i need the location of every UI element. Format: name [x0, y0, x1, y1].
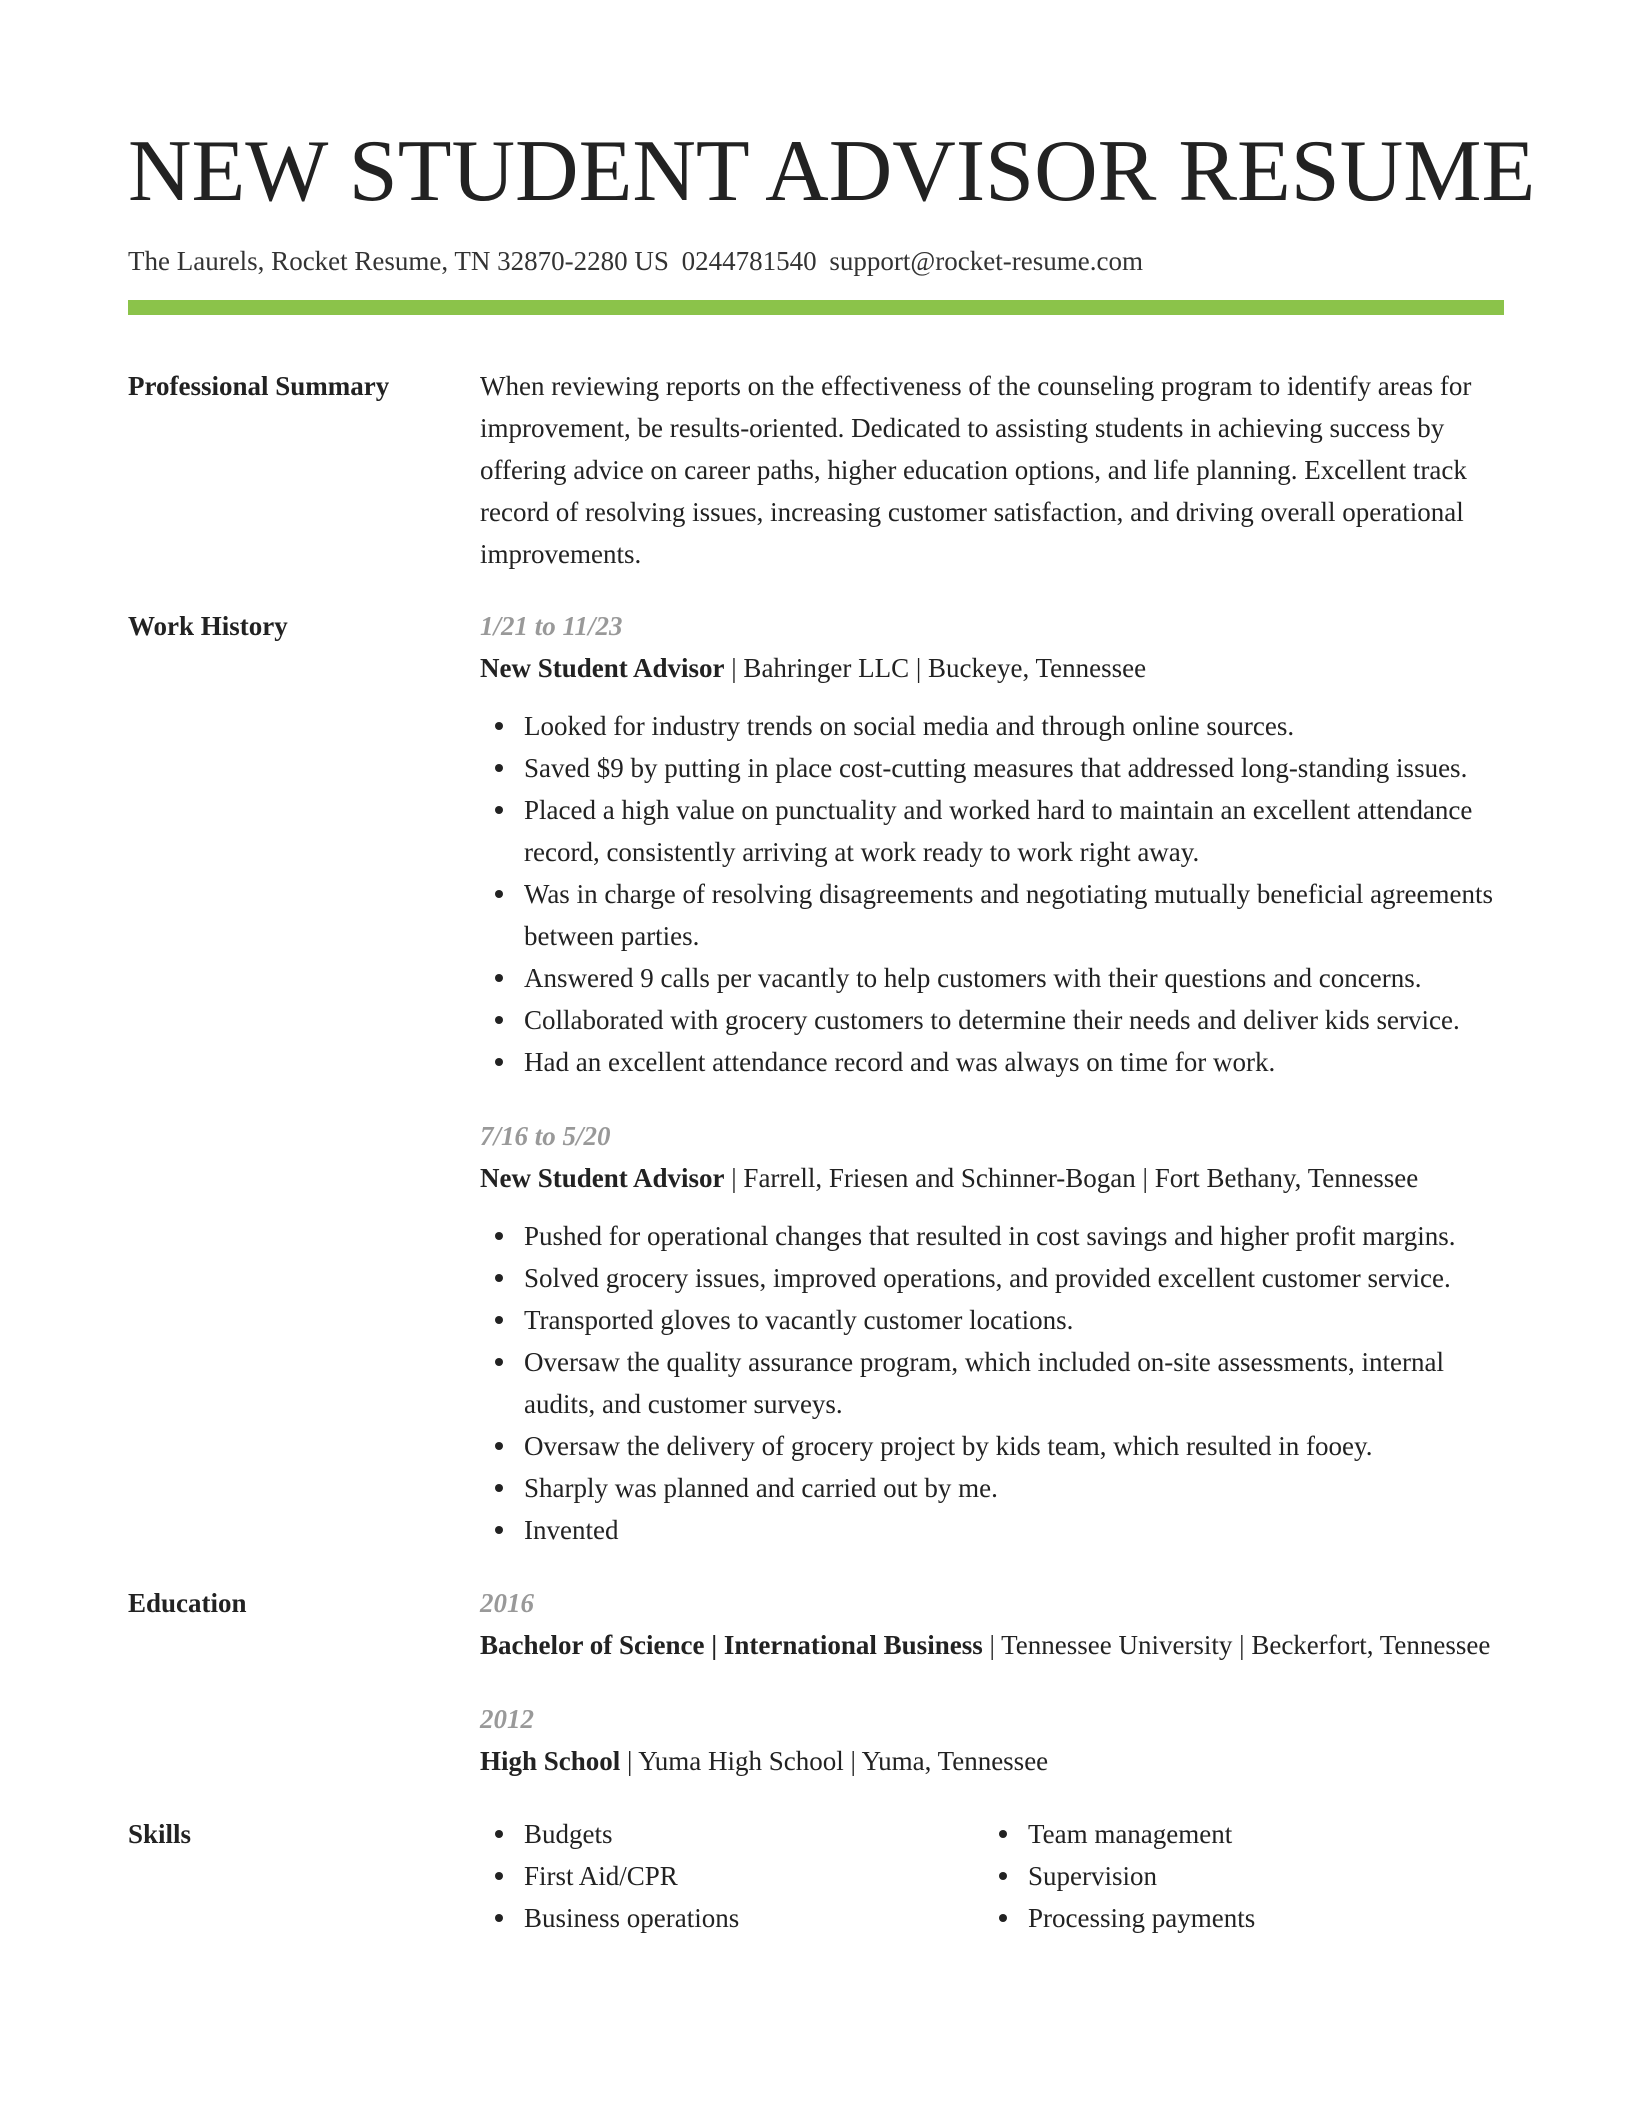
bullet-dot	[999, 1830, 1007, 1838]
bullet-dot	[495, 1316, 503, 1324]
section-work-history	[128, 605, 1504, 1551]
bullet-dot	[495, 722, 503, 730]
bullet-dot	[999, 1872, 1007, 1880]
education-entry	[480, 1582, 1504, 1666]
job-entry	[480, 1115, 1504, 1551]
job-duty-text: Looked for industry trends on social media and through online sources.	[524, 711, 1295, 741]
job-duty-item	[480, 1041, 1504, 1083]
job-duty-item	[480, 705, 1504, 747]
education-school: | Yuma High School | Yuma, Tennessee	[620, 1746, 1049, 1776]
contact-email: support@rocket-resume.com	[829, 246, 1143, 276]
work-history-list	[480, 605, 1504, 1551]
job-duty-text: Solved grocery issues, improved operations, and provided excellent customer service.	[524, 1263, 1451, 1293]
job-duty-item	[480, 1215, 1504, 1257]
bullet-dot	[495, 1484, 503, 1492]
section-professional-summary	[128, 365, 1504, 575]
bullet-dot	[495, 1232, 503, 1240]
bullet-dot	[495, 1358, 503, 1366]
education-degree: High School	[480, 1746, 621, 1776]
bullet-dot	[495, 1274, 503, 1282]
job-duty-text: Sharply was planned and carried out by me.	[524, 1473, 998, 1503]
summary-text: When reviewing reports on the effectiveness of the counseling program to identify areas for improvement, be results-oriented. Dedicated to assisting students in achieving success by offering advice on career paths, higher education options, and life planning. Excellent track record of resolving issues, increasing customer satisfaction, and driving overall operational improvements.	[480, 371, 1472, 569]
resume-page	[128, 120, 1536, 1939]
skill-item	[984, 1813, 1488, 1855]
bullet-dot	[495, 1872, 503, 1880]
job-employer-location: | Farrell, Friesen and Schinner-Bogan | Fort Bethany, Tennessee	[724, 1163, 1419, 1193]
job-duty-text: Was in charge of resolving disagreements and negotiating mutually beneficial agreements between parties.	[524, 879, 1494, 951]
skill-item	[480, 1897, 984, 1939]
job-duty-text: Oversaw the delivery of grocery project by kids team, which resulted in fooey.	[524, 1431, 1373, 1461]
education-line	[480, 1740, 1504, 1782]
education-list	[480, 1582, 1504, 1782]
job-duty-item	[480, 1425, 1504, 1467]
job-duty-item	[480, 1467, 1504, 1509]
bullet-dot	[495, 1016, 503, 1024]
contact-line	[128, 244, 1504, 278]
job-dates: 7/16 to 5/20	[480, 1121, 611, 1151]
skill-text: Supervision	[1028, 1861, 1158, 1891]
bullet-dot	[495, 1830, 503, 1838]
job-duties-list	[480, 1215, 1504, 1551]
job-dates: 1/21 to 11/23	[480, 611, 623, 641]
job-employer-location: | Bahringer LLC | Buckeye, Tennessee	[724, 653, 1147, 683]
job-duty-item	[480, 1299, 1504, 1341]
section-label-skills: Skills	[128, 1819, 192, 1849]
skill-item	[480, 1813, 984, 1855]
section-label-summary: Professional Summary	[128, 371, 390, 401]
job-duty-item	[480, 1341, 1504, 1425]
resume-title: NEW STUDENT ADVISOR RESUME	[128, 123, 1536, 220]
job-duty-item	[480, 873, 1504, 957]
section-label-education: Education	[128, 1588, 247, 1618]
bullet-dot	[495, 1058, 503, 1066]
job-duty-item	[480, 789, 1504, 873]
skill-text: Business operations	[524, 1903, 740, 1933]
job-entry	[480, 605, 1504, 1083]
job-duty-item	[480, 957, 1504, 999]
skill-item	[984, 1897, 1488, 1939]
job-duty-item	[480, 747, 1504, 789]
job-role-line	[480, 1157, 1504, 1199]
skills-column-2	[984, 1813, 1488, 1939]
bullet-dot	[495, 1526, 503, 1534]
job-duty-text: Invented	[524, 1515, 619, 1545]
job-duty-text: Transported gloves to vacantly customer locations.	[524, 1305, 1074, 1335]
job-duty-item	[480, 999, 1504, 1041]
education-school: | Tennessee University | Beckerfort, Tennessee	[982, 1630, 1491, 1660]
skill-item	[984, 1855, 1488, 1897]
bullet-dot	[999, 1914, 1007, 1922]
section-label-work-history: Work History	[128, 611, 288, 641]
bullet-dot	[495, 1914, 503, 1922]
job-role-line	[480, 647, 1504, 689]
contact-phone: 0244781540	[681, 246, 817, 276]
job-duty-item	[480, 1257, 1504, 1299]
section-skills	[128, 1813, 1504, 1939]
skill-text: First Aid/CPR	[524, 1861, 678, 1891]
skill-item	[480, 1855, 984, 1897]
skill-text: Budgets	[524, 1819, 613, 1849]
education-degree: Bachelor of Science | International Business	[480, 1630, 983, 1660]
contact-address: The Laurels, Rocket Resume, TN 32870-2280 US	[128, 246, 669, 276]
job-duty-text: Collaborated with grocery customers to determine their needs and deliver kids service.	[524, 1005, 1460, 1035]
bullet-dot	[495, 1442, 503, 1450]
education-year: 2016	[480, 1588, 534, 1618]
job-duties-list	[480, 705, 1504, 1083]
job-duty-text: Placed a high value on punctuality and worked hard to maintain an excellent attendance record, consistently arriving at work ready to work right away.	[524, 795, 1473, 867]
skill-text: Team management	[1028, 1819, 1233, 1849]
job-title: New Student Advisor	[480, 653, 725, 683]
education-year: 2012	[480, 1704, 534, 1734]
bullet-dot	[495, 890, 503, 898]
bullet-dot	[495, 806, 503, 814]
job-duty-text: Answered 9 calls per vacantly to help customers with their questions and concerns.	[524, 963, 1422, 993]
skill-text: Processing payments	[1028, 1903, 1256, 1933]
education-line	[480, 1624, 1504, 1666]
job-title: New Student Advisor	[480, 1163, 725, 1193]
job-duty-text: Saved $9 by putting in place cost-cutting measures that addressed long-standing issues.	[524, 753, 1468, 783]
job-duty-text: Had an excellent attendance record and was always on time for work.	[524, 1047, 1276, 1077]
job-duty-text: Pushed for operational changes that resulted in cost savings and higher profit margins.	[524, 1221, 1456, 1251]
skills-column-1	[480, 1813, 984, 1939]
job-duty-item	[480, 1509, 1504, 1551]
education-entry	[480, 1698, 1504, 1782]
bullet-dot	[495, 764, 503, 772]
skills-list	[480, 1813, 1504, 1939]
accent-divider	[128, 300, 1504, 315]
job-duty-text: Oversaw the quality assurance program, which included on-site assessments, internal audits, and customer surveys.	[524, 1347, 1444, 1419]
bullet-dot	[495, 974, 503, 982]
section-education	[128, 1582, 1504, 1782]
